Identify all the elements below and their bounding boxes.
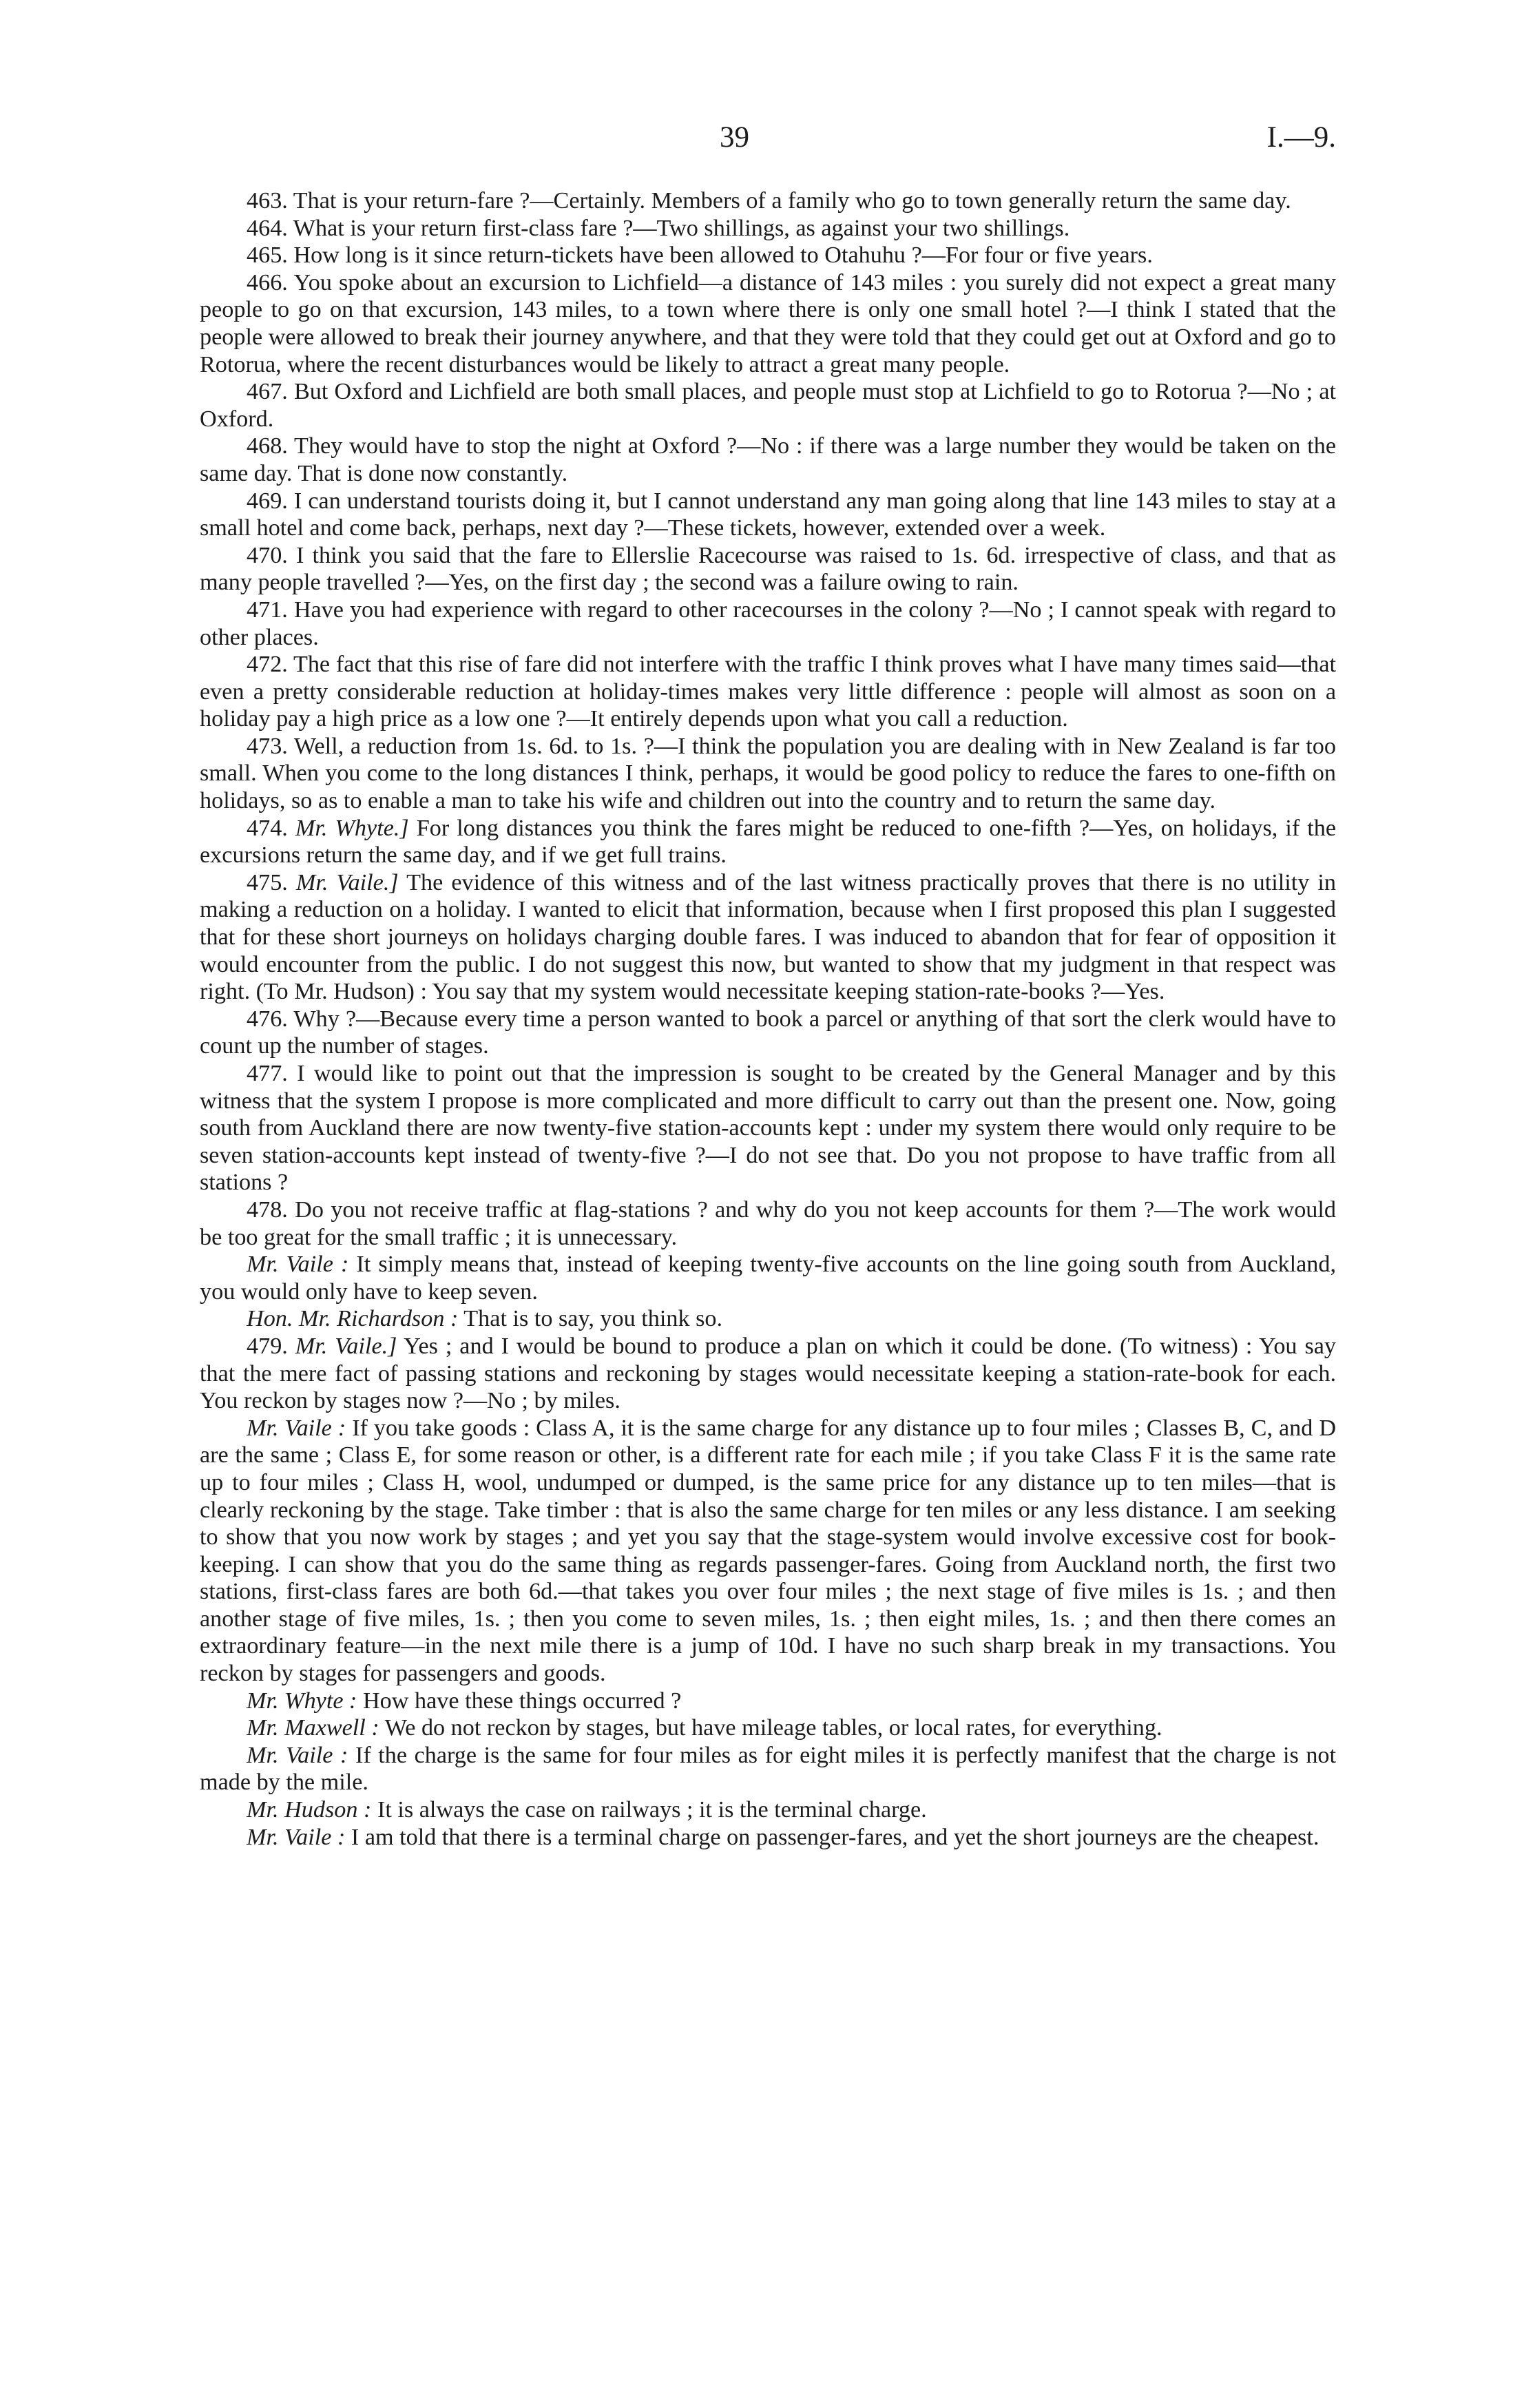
question-number: 479.	[247, 1333, 288, 1359]
speaker-name: Mr. Hudson :	[247, 1797, 372, 1823]
paragraph: Mr. Vaile : It simply means that, instead of keeping twenty-five accounts on the line going south from Auckland, you would only have to keep seven.	[200, 1252, 1337, 1305]
speaker-name: Mr. Vaile :	[247, 1252, 349, 1278]
paragraph: 476. Why ?—Because every time a person wanted to book a parcel or anything of that sort the clerk would have to count up the number of stages.	[200, 1006, 1336, 1059]
paragraph: 475. Mr. Vaile.] The evidence of this witness and of the last witness practically proves that there is no utility in making a reduction on a holiday. I wanted to elicit that information, because when I first proposed this plan I suggested that for these short journeys on holidays charging double fares. I was induced to abandon that for fear of opposition it would encounter from the public. I do not suggest this now, but wanted to show that my judgment in that respect was right. (To Mr. Hudson) : You say that my system would necessitate keeping station-rate-books ?—Yes.	[200, 869, 1337, 1005]
speaker-name: Mr. Whyte :	[247, 1688, 357, 1714]
paragraph: 464. What is your return first-class fare ?—Two shillings, as against your two shillings.	[247, 215, 1070, 241]
speaker-name: Mr. Vaile.]	[295, 1333, 397, 1359]
paragraph: 472. The fact that this rise of fare did not interfere with the traffic I think proves what I have many times said—that even a pretty considerable reduction at holiday-times makes very little difference : people will almost as soon on a holiday pay a high price as a low one ?—It entirely depends upon what you call a reduction.	[200, 652, 1336, 732]
paragraph: 466. You spoke about an excursion to Lichfield—a distance of 143 miles : you surely did not expect a great many people to go on that excursion, 143 miles, to a town where there is only one small hotel ?—I think I stated that the people were allowed to break their journey anywhere, and that they were told that they could get out at Oxford and go to Rotorua, where the recent disturbances would be likely to attract a great many people.	[200, 269, 1336, 377]
paragraph: 463. That is your return-fare ?—Certainly. Members of a family who go to town generally return the same day.	[247, 188, 1291, 214]
body-text	[200, 187, 1336, 1851]
paragraph: Mr. Vaile : If you take goods : Class A, it is the same charge for any distance up to four miles ; Classes B, C, and D are the same ; Class E, for some reason or other, is a different rate for each mile ; if you take Class F it is the same rate up to four miles ; Class H, wool, undumped or dumped, is the same price for any distance up to ten miles—that is clearly reckoning by the stage. Take timber : that is also the same charge for ten miles or any less distance. I am seeking to show that you now work by stages ; and yet you say that the stage-system would involve excessive cost for book-keeping. I can show that you do the same thing as regards passenger-fares. Going from Auckland north, the first two stations, first-class fares are both 6d.—that takes you over four miles ; the next stage of five miles is 1s. ; and then another stage of five miles, 1s. ; then you come to seven miles, 1s. ; then eight miles, 1s. ; and then there comes an extraordinary feature—in the next mile there is a jump of 10d. I have no such sharp break in my transactions. You reckon by stages for passengers and goods.	[200, 1415, 1337, 1687]
paragraph: 467. But Oxford and Lichfield are both small places, and people must stop at Lichfield to go to Rotorua ?—No ; at Oxford.	[200, 379, 1336, 432]
paragraph: 470. I think you said that the fare to Ellerslie Racecourse was raised to 1s. 6d. irrespective of class, and that as many people travelled ?—Yes, on the first day ; the second was a failure owing to rain.	[200, 542, 1336, 596]
question-number: 474.	[247, 815, 288, 841]
speaker-name: Mr. Vaile :	[247, 1415, 346, 1441]
speaker-name: Mr. Maxwell :	[247, 1715, 379, 1741]
question-number: 475.	[247, 869, 288, 895]
page-number: 39	[720, 121, 749, 154]
paragraph: 479. Mr. Vaile.] Yes ; and I would be bound to produce a plan on which it could be done. (To witness) : You say that the mere fact of passing stations and reckoning by stages would necessitate keeping a station-rate-book for each. You reckon by stages now ?—No ; by miles.	[200, 1333, 1337, 1414]
paragraph: 477. I would like to point out that the impression is sought to be created by the General Manager and by this witness that the system I propose is more complicated and more difficult to carry out than the present one. Now, going south from Auckland there are now twenty-five station-accounts kept : under my system there would only require to be seven station-accounts kept instead of twenty-five ?—I do not see that. Do you not propose to have traffic from all stations ?	[200, 1061, 1336, 1196]
document-reference: I.—9.	[1266, 121, 1336, 154]
speaker-name: Mr. Whyte.]	[295, 815, 409, 841]
page-header	[200, 121, 1336, 162]
paragraph: 471. Have you had experience with regard to other racecourses in the colony ?—No ; I cannot speak with regard to other places.	[200, 596, 1336, 650]
paragraph: Mr. Vaile : If the charge is the same for four miles as for eight miles it is perfectly manifest that the charge is not made by the mile.	[200, 1742, 1337, 1796]
paragraph: Mr. Vaile : I am told that there is a terminal charge on passenger-fares, and yet the short journeys are the cheapest.	[247, 1824, 1319, 1850]
speaker-name: Mr. Vaile :	[247, 1824, 346, 1850]
paragraph: 473. Well, a reduction from 1s. 6d. to 1s. ?—I think the population you are dealing with in New Zealand is far too small. When you come to the long distances I think, perhaps, it would be good policy to reduce the fares to one-fifth on holidays, so as to enable a man to take his wife and children out into the country and to return the same day.	[200, 733, 1336, 814]
paragraph: Hon. Mr. Richardson : That is to say, you think so.	[247, 1306, 723, 1332]
paragraph: Mr. Maxwell : We do not reckon by stages, but have mileage tables, or local rates, for everything.	[247, 1715, 1162, 1741]
paragraph: 469. I can understand tourists doing it, but I cannot understand any man going along that line 143 miles to stay at a small hotel and come back, perhaps, next day ?—These tickets, however, extended over a week.	[200, 488, 1336, 541]
paragraph: Mr. Whyte : How have these things occurred ?	[247, 1688, 682, 1714]
paragraph: 468. They would have to stop the night at Oxford ?—No : if there was a large number they would be taken on the same day. That is done now constantly.	[200, 433, 1336, 486]
paragraph: 478. Do you not receive traffic at flag-stations ? and why do you not keep accounts for them ?—The work would be too great for the small traffic ; it is unnecessary.	[200, 1196, 1336, 1250]
paragraph: 465. How long is it since return-tickets have been allowed to Otahuhu ?—For four or five years.	[247, 242, 1153, 269]
paragraph: 474. Mr. Whyte.] For long distances you think the fares might be reduced to one-fifth ?—Yes, on holidays, if the excursions return the same day, and if we get full trains.	[200, 815, 1337, 869]
speaker-name: Mr. Vaile.]	[295, 869, 399, 895]
paragraph: Mr. Hudson : It is always the case on railways ; it is the terminal charge.	[247, 1797, 927, 1823]
speaker-name: Hon. Mr. Richardson :	[247, 1306, 459, 1332]
speaker-name: Mr. Vaile :	[247, 1742, 348, 1768]
